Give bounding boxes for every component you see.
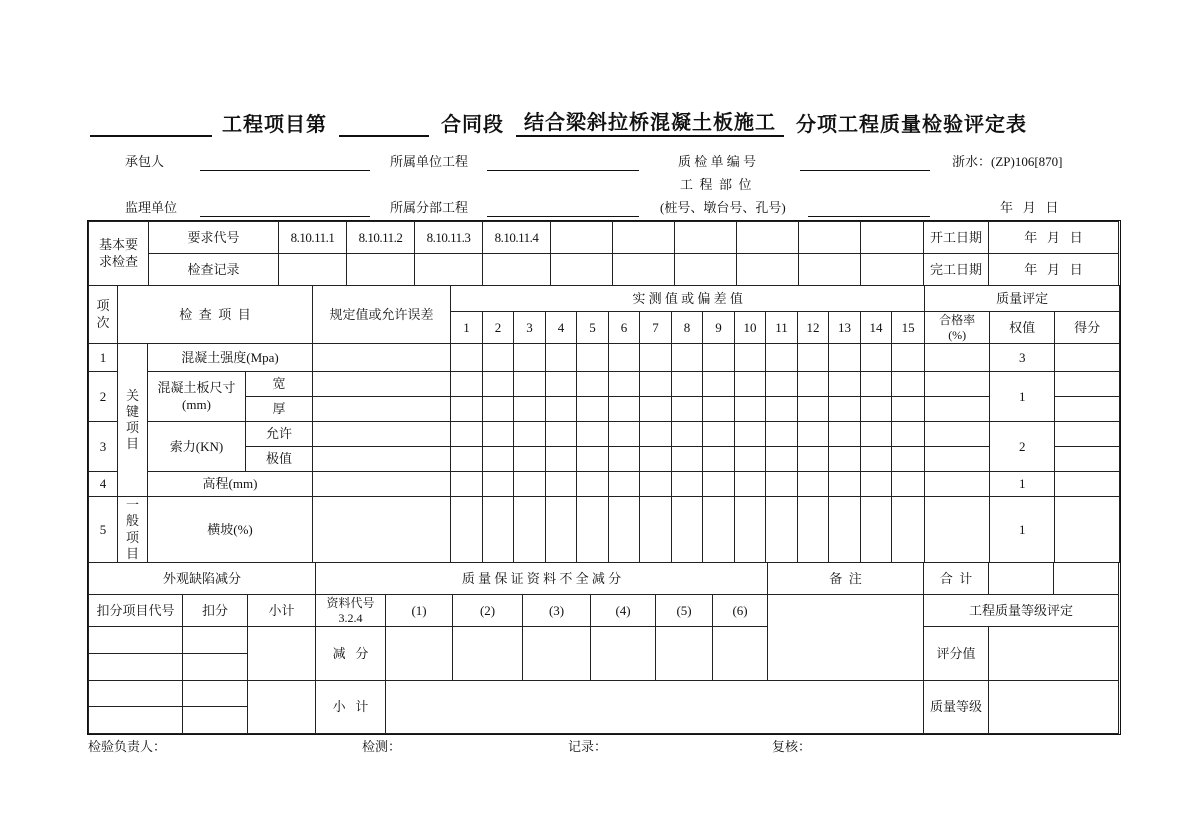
score-cell[interactable] xyxy=(1055,422,1120,447)
measured-cell[interactable] xyxy=(861,447,892,472)
spec-cell[interactable] xyxy=(313,472,451,497)
check-record-cell[interactable] xyxy=(551,254,613,286)
measured-cell[interactable] xyxy=(735,372,766,397)
measured-cell[interactable] xyxy=(766,422,798,447)
measured-cell[interactable] xyxy=(735,422,766,447)
measured-cell[interactable] xyxy=(483,447,514,472)
measured-cell[interactable] xyxy=(798,497,829,563)
measured-cell[interactable] xyxy=(861,397,892,422)
check-record-cell[interactable] xyxy=(737,254,799,286)
check-item-sub: 宽 xyxy=(246,372,313,397)
measured-values-header: 实 测 值 或 偏 差 值 xyxy=(451,286,925,312)
check-record-cell[interactable] xyxy=(861,254,924,286)
measured-cell[interactable] xyxy=(798,422,829,447)
check-item-header: 检 查 项 目 xyxy=(118,286,313,344)
header-date-label: 年 月 日 xyxy=(1000,200,1059,215)
remark-cell[interactable] xyxy=(768,595,924,681)
reviewer-label: 复核： xyxy=(772,739,812,754)
measured-cell[interactable] xyxy=(640,472,672,497)
spec-cell[interactable] xyxy=(313,372,451,397)
measured-col-header: 4 xyxy=(546,312,577,344)
weight-value: 1 xyxy=(990,472,1055,497)
measured-cell[interactable] xyxy=(798,344,829,372)
deduct-item-code-header: 扣分项目代号 xyxy=(89,595,183,627)
requirement-code: 8.10.11.3 xyxy=(415,222,483,254)
weight-header: 权值 xyxy=(990,312,1055,344)
recorder-label: 记录： xyxy=(568,739,608,754)
sub-project-field[interactable] xyxy=(487,198,639,217)
subtotal2-row-label: 小 计 xyxy=(316,681,386,734)
minus-cell[interactable] xyxy=(713,627,768,681)
measured-cell[interactable] xyxy=(451,372,483,397)
subtotal-cell[interactable] xyxy=(248,681,316,734)
measured-cell[interactable] xyxy=(735,344,766,372)
measured-cell[interactable] xyxy=(609,472,640,497)
unit-project-field[interactable] xyxy=(487,152,639,171)
score-cell[interactable] xyxy=(1055,397,1120,422)
spec-cell[interactable] xyxy=(313,397,451,422)
weight-value: 2 xyxy=(990,422,1055,472)
measured-cell[interactable] xyxy=(640,397,672,422)
supervisor-field[interactable] xyxy=(200,198,370,217)
check-item-name: 混凝土板尺寸(mm) xyxy=(148,372,246,422)
row-no: 2 xyxy=(89,372,118,422)
check-record-cell[interactable] xyxy=(799,254,861,286)
supervisor-label: 监理单位 xyxy=(125,200,178,215)
check-item-name: 高程(mm) xyxy=(148,472,313,497)
requirement-code-cell[interactable] xyxy=(551,222,613,254)
finish-date-value[interactable]: 年 月 日 xyxy=(989,254,1119,286)
pass-rate-cell[interactable] xyxy=(925,422,990,447)
measured-cell[interactable] xyxy=(829,472,861,497)
title-segment-2: 合同段 xyxy=(441,114,504,136)
measured-cell[interactable] xyxy=(735,497,766,563)
measured-cell[interactable] xyxy=(609,497,640,563)
requirement-code-row-label: 要求代号 xyxy=(149,222,279,254)
measured-cell[interactable] xyxy=(735,397,766,422)
title-blank-field-1[interactable] xyxy=(90,111,212,137)
pass-rate-cell[interactable] xyxy=(925,497,990,563)
measured-col-header: 2 xyxy=(483,312,514,344)
measured-cell[interactable] xyxy=(451,472,483,497)
qa-item-col-header: (1) xyxy=(386,595,453,627)
measured-cell[interactable] xyxy=(546,372,577,397)
subtotal-cell[interactable] xyxy=(248,627,316,681)
measured-cell[interactable] xyxy=(451,344,483,372)
subtotal2-value-cell[interactable] xyxy=(386,681,924,734)
measured-cell[interactable] xyxy=(798,472,829,497)
measured-cell[interactable] xyxy=(640,344,672,372)
appearance-deduction-label: 外观缺陷减分 xyxy=(89,563,316,595)
weight-value: 3 xyxy=(990,344,1055,372)
measured-cell[interactable] xyxy=(829,447,861,472)
check-record-cell[interactable] xyxy=(613,254,675,286)
measured-cell[interactable] xyxy=(892,447,925,472)
measured-cell[interactable] xyxy=(640,497,672,563)
check-item-name: 混凝土强度(Mpa) xyxy=(148,344,313,372)
measured-cell[interactable] xyxy=(703,372,735,397)
measured-cell[interactable] xyxy=(640,447,672,472)
measured-cell[interactable] xyxy=(609,344,640,372)
check-record-cell[interactable] xyxy=(483,254,551,286)
measured-cell[interactable] xyxy=(703,447,735,472)
basic-check-section-label: 基本要求检查 xyxy=(89,222,149,286)
measured-cell[interactable] xyxy=(766,472,798,497)
measured-col-header: 6 xyxy=(609,312,640,344)
measured-cell[interactable] xyxy=(798,372,829,397)
qa-item-col-header: (3) xyxy=(523,595,591,627)
measured-cell[interactable] xyxy=(766,447,798,472)
start-date-label: 开工日期 xyxy=(924,222,989,254)
qa-item-col-header: (2) xyxy=(453,595,523,627)
measured-col-header: 14 xyxy=(861,312,892,344)
check-record-cell[interactable] xyxy=(279,254,347,286)
deduct-item-code-cell[interactable] xyxy=(89,681,183,707)
measured-cell[interactable] xyxy=(829,344,861,372)
group-key-items: 关键项目 xyxy=(118,344,148,497)
measured-col-header: 10 xyxy=(735,312,766,344)
measured-cell[interactable] xyxy=(766,344,798,372)
measured-cell[interactable] xyxy=(577,422,609,447)
check-item-name: 横坡(%) xyxy=(148,497,313,563)
total-cell[interactable] xyxy=(989,563,1054,595)
measured-cell[interactable] xyxy=(514,447,546,472)
measured-cell[interactable] xyxy=(861,372,892,397)
score-value-cell[interactable] xyxy=(989,627,1119,681)
deduction-section xyxy=(88,562,1119,734)
measured-cell[interactable] xyxy=(798,447,829,472)
deduct-cell[interactable] xyxy=(183,681,248,707)
measured-cell[interactable] xyxy=(766,397,798,422)
measured-cell[interactable] xyxy=(892,372,925,397)
measured-cell[interactable] xyxy=(451,422,483,447)
measured-cell[interactable] xyxy=(514,472,546,497)
spec-header: 规定值或允许误差 xyxy=(313,286,451,344)
requirement-code-cell[interactable] xyxy=(861,222,924,254)
deduct-cell[interactable] xyxy=(183,654,248,681)
score-cell[interactable] xyxy=(1055,447,1120,472)
row-no: 4 xyxy=(89,472,118,497)
row-no: 3 xyxy=(89,422,118,472)
measured-cell[interactable] xyxy=(546,447,577,472)
measured-cell[interactable] xyxy=(514,344,546,372)
weight-value: 1 xyxy=(990,372,1055,422)
measured-cell[interactable] xyxy=(609,372,640,397)
measured-col-header: 9 xyxy=(703,312,735,344)
measured-cell[interactable] xyxy=(451,397,483,422)
unit-project-label: 所属单位工程 xyxy=(390,154,469,169)
measured-cell[interactable] xyxy=(546,422,577,447)
measured-cell[interactable] xyxy=(483,497,514,563)
tester-label: 检测： xyxy=(362,739,402,754)
measured-cell[interactable] xyxy=(703,472,735,497)
spec-cell[interactable] xyxy=(313,344,451,372)
qa-item-col-header: (4) xyxy=(591,595,656,627)
measured-cell[interactable] xyxy=(483,397,514,422)
measured-cell[interactable] xyxy=(609,397,640,422)
measured-cell[interactable] xyxy=(577,344,609,372)
weight-value: 1 xyxy=(990,497,1055,563)
pass-rate-cell[interactable] xyxy=(925,472,990,497)
deduct-cell[interactable] xyxy=(183,627,248,654)
item-no-header: 项次 xyxy=(89,286,118,344)
check-record-cell[interactable] xyxy=(347,254,415,286)
form-title xyxy=(90,106,1100,137)
spec-cell[interactable] xyxy=(313,422,451,447)
measured-cell[interactable] xyxy=(892,422,925,447)
contractor-field[interactable] xyxy=(200,152,370,171)
measured-cell[interactable] xyxy=(735,447,766,472)
check-item-sub: 极值 xyxy=(246,447,313,472)
qc-sheet-no-field[interactable] xyxy=(800,152,930,171)
measured-cell[interactable] xyxy=(577,447,609,472)
measured-cell[interactable] xyxy=(514,422,546,447)
measured-cell[interactable] xyxy=(609,422,640,447)
minus-cell[interactable] xyxy=(523,627,591,681)
measured-cell[interactable] xyxy=(798,397,829,422)
measured-cell[interactable] xyxy=(546,344,577,372)
contractor-label: 承包人 xyxy=(125,154,165,169)
measured-cell[interactable] xyxy=(829,372,861,397)
measured-cell[interactable] xyxy=(514,497,546,563)
inspector-label: 检验负责人： xyxy=(88,739,167,754)
spec-cell[interactable] xyxy=(313,447,451,472)
measured-cell[interactable] xyxy=(861,422,892,447)
subtotal-header: 小计 xyxy=(248,595,316,627)
measured-cell[interactable] xyxy=(829,422,861,447)
measured-cell[interactable] xyxy=(483,472,514,497)
qc-sheet-no-label: 质 检 单 编 号 xyxy=(678,154,757,169)
deduct-item-code-cell[interactable] xyxy=(89,654,183,681)
measured-cell[interactable] xyxy=(703,344,735,372)
score-cell[interactable] xyxy=(1055,472,1120,497)
requirement-code-cell[interactable] xyxy=(675,222,737,254)
title-segment-1: 工程项目第 xyxy=(222,114,327,136)
measured-cell[interactable] xyxy=(577,397,609,422)
finish-date-label: 完工日期 xyxy=(924,254,989,286)
measured-cell[interactable] xyxy=(609,447,640,472)
requirement-code: 8.10.11.2 xyxy=(347,222,415,254)
start-date-value[interactable]: 年 月 日 xyxy=(989,222,1119,254)
pass-rate-header: 合格率(%) xyxy=(925,312,990,344)
row-no: 1 xyxy=(89,344,118,372)
qa-item-col-header: (6) xyxy=(713,595,768,627)
stake-no-label: (桩号、墩台号、孔号) xyxy=(660,200,786,215)
deduct-item-code-cell[interactable] xyxy=(89,627,183,654)
requirement-code-cell[interactable] xyxy=(737,222,799,254)
check-item-sub: 允许 xyxy=(246,422,313,447)
check-record-row-label: 检查记录 xyxy=(149,254,279,286)
measured-cell[interactable] xyxy=(672,372,703,397)
sub-project-label: 所属分部工程 xyxy=(390,200,469,215)
score-cell[interactable] xyxy=(1055,372,1120,397)
minus-row-label: 减 分 xyxy=(316,627,386,681)
pass-rate-cell[interactable] xyxy=(925,397,990,422)
measured-col-header: 5 xyxy=(577,312,609,344)
measured-cell[interactable] xyxy=(892,497,925,563)
minus-cell[interactable] xyxy=(656,627,713,681)
measured-cell[interactable] xyxy=(483,422,514,447)
deduct-item-code-cell[interactable] xyxy=(89,707,183,734)
score-header: 得分 xyxy=(1055,312,1120,344)
measured-cell[interactable] xyxy=(672,497,703,563)
measured-cell[interactable] xyxy=(829,497,861,563)
quality-eval-header: 质量评定 xyxy=(925,286,1120,312)
measured-cell[interactable] xyxy=(861,472,892,497)
check-record-cell[interactable] xyxy=(415,254,483,286)
total-label: 合 计 xyxy=(924,563,989,595)
stake-no-field[interactable] xyxy=(808,198,930,217)
measured-cell[interactable] xyxy=(892,397,925,422)
measured-cell[interactable] xyxy=(577,372,609,397)
measured-cell[interactable] xyxy=(766,372,798,397)
measured-cell[interactable] xyxy=(703,422,735,447)
doc-no: 浙水：(ZP)106[870] xyxy=(952,154,1063,169)
measured-cell[interactable] xyxy=(672,422,703,447)
remark-label: 备 注 xyxy=(768,563,924,595)
measured-cell[interactable] xyxy=(703,397,735,422)
measured-cell[interactable] xyxy=(577,497,609,563)
pass-rate-cell[interactable] xyxy=(925,447,990,472)
inspection-table xyxy=(87,220,1121,735)
measured-cell[interactable] xyxy=(672,344,703,372)
measured-cell[interactable] xyxy=(546,472,577,497)
score-cell[interactable] xyxy=(1055,344,1120,372)
measured-cell[interactable] xyxy=(514,397,546,422)
quality-grade-label: 质量等级 xyxy=(924,681,989,734)
group-general-items: 一般项目 xyxy=(118,497,148,563)
basic-check-section xyxy=(88,221,1119,286)
measured-cell[interactable] xyxy=(672,397,703,422)
measured-col-header: 3 xyxy=(514,312,546,344)
score-value-label: 评分值 xyxy=(924,627,989,681)
title-blank-field-2[interactable] xyxy=(339,111,429,137)
check-item-sub: 厚 xyxy=(246,397,313,422)
requirement-code: 8.10.11.1 xyxy=(279,222,347,254)
measured-col-header: 15 xyxy=(892,312,925,344)
measured-cell[interactable] xyxy=(672,447,703,472)
measured-col-header: 7 xyxy=(640,312,672,344)
requirement-code-cell[interactable] xyxy=(799,222,861,254)
minus-cell[interactable] xyxy=(386,627,453,681)
measured-cell[interactable] xyxy=(577,472,609,497)
deduct-header: 扣分 xyxy=(183,595,248,627)
spec-cell[interactable] xyxy=(313,497,451,563)
score-cell[interactable] xyxy=(1055,497,1120,563)
measured-col-header: 12 xyxy=(798,312,829,344)
minus-cell[interactable] xyxy=(453,627,523,681)
title-project-name: 结合梁斜拉桥混凝土板施工 xyxy=(516,106,784,137)
measured-cell[interactable] xyxy=(640,422,672,447)
measured-col-header: 1 xyxy=(451,312,483,344)
measured-cell[interactable] xyxy=(766,497,798,563)
row-no: 5 xyxy=(89,497,118,563)
total-cell[interactable] xyxy=(1054,563,1119,595)
qa-incomplete-deduction-label: 质 量 保 证 资 料 不 全 减 分 xyxy=(316,563,768,595)
measured-cell[interactable] xyxy=(703,497,735,563)
measured-cell[interactable] xyxy=(640,372,672,397)
measured-col-header: 13 xyxy=(829,312,861,344)
measured-cell[interactable] xyxy=(672,472,703,497)
pass-rate-cell[interactable] xyxy=(925,344,990,372)
pass-rate-cell[interactable] xyxy=(925,372,990,397)
measured-cell[interactable] xyxy=(829,397,861,422)
measured-col-header: 11 xyxy=(766,312,798,344)
deduct-cell[interactable] xyxy=(183,707,248,734)
measured-col-header: 8 xyxy=(672,312,703,344)
material-code-header: 资料代号3.2.4 xyxy=(316,595,386,627)
title-segment-3: 分项工程质量检验评定表 xyxy=(796,114,1027,136)
measured-cell[interactable] xyxy=(546,397,577,422)
measured-cell[interactable] xyxy=(861,344,892,372)
measured-cell[interactable] xyxy=(483,344,514,372)
qa-item-col-header: (5) xyxy=(656,595,713,627)
check-record-cell[interactable] xyxy=(675,254,737,286)
minus-cell[interactable] xyxy=(591,627,656,681)
measured-cell[interactable] xyxy=(451,497,483,563)
project-part-label: 工 程 部 位 xyxy=(680,177,752,192)
measured-cell[interactable] xyxy=(892,344,925,372)
requirement-code-cell[interactable] xyxy=(613,222,675,254)
measurement-section xyxy=(88,285,1120,563)
measured-cell[interactable] xyxy=(483,372,514,397)
grade-eval-header: 工程质量等级评定 xyxy=(924,595,1119,627)
measured-cell[interactable] xyxy=(451,447,483,472)
measured-cell[interactable] xyxy=(546,497,577,563)
check-item-name: 索力(KN) xyxy=(148,422,246,472)
measured-cell[interactable] xyxy=(514,372,546,397)
requirement-code: 8.10.11.4 xyxy=(483,222,551,254)
measured-cell[interactable] xyxy=(861,497,892,563)
measured-cell[interactable] xyxy=(892,472,925,497)
quality-grade-cell[interactable] xyxy=(989,681,1119,734)
measured-cell[interactable] xyxy=(735,472,766,497)
